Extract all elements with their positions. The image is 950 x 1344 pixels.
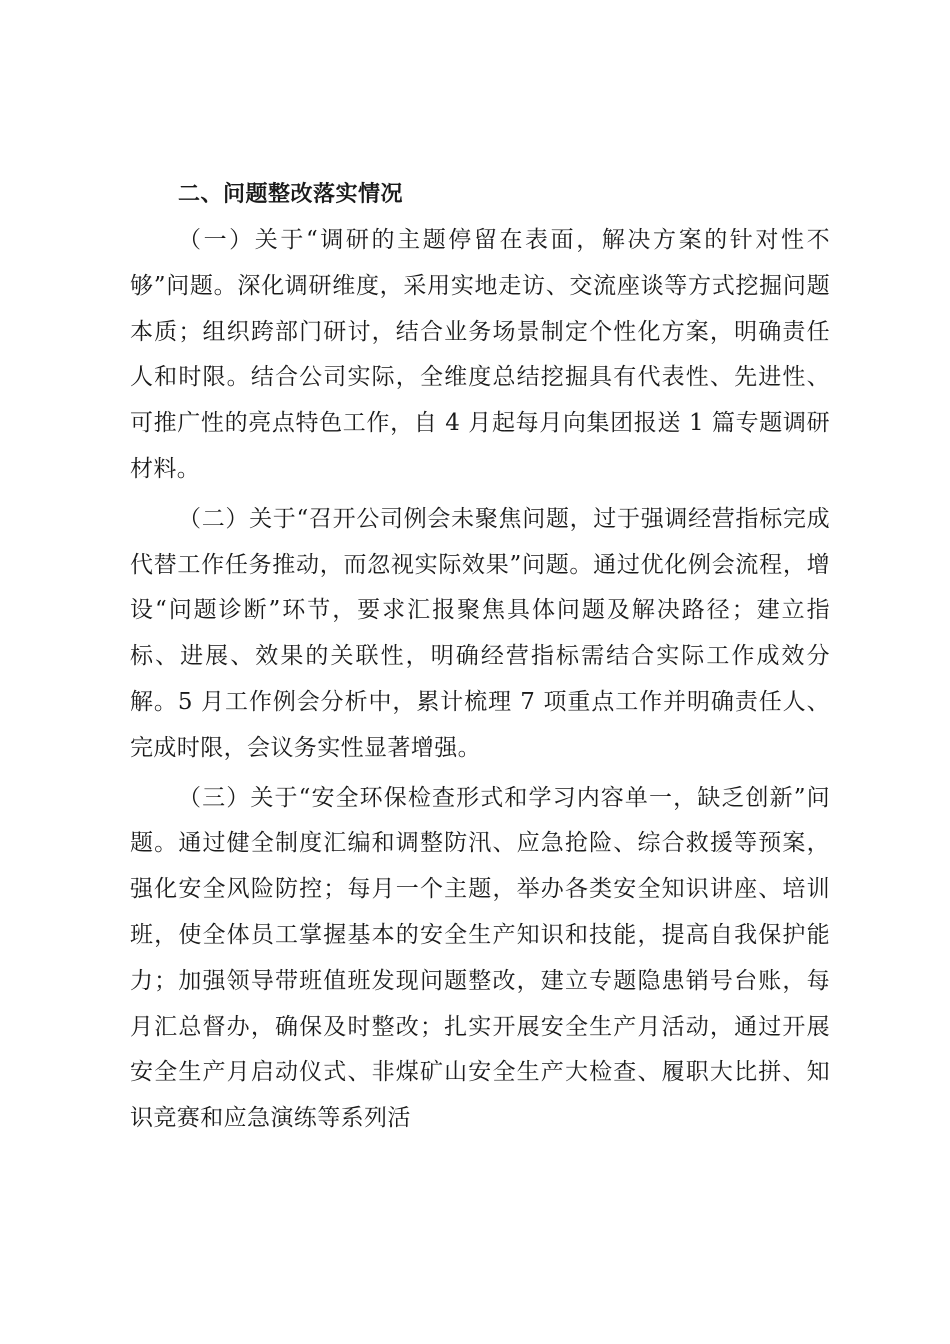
paragraph-2: （二）关于“召开公司例会未聚焦问题，过于强调经营指标完成代替工作任务推动，而忽视实际效果”问题。通过优化例会流程，增设“问题诊断”环节，要求汇报聚焦具体问题及解决路径；建立指标、进展、效果的关联性，明确经营指标需结合实际工作成效分解。5 月工作例会分析中，累计梳理 7 项重点工作并明确责任人、完成时限，会议务实性显著增强。: [130, 505, 830, 761]
document-body: [130, 172, 830, 1146]
section-heading: 二、问题整改落实情况: [178, 182, 404, 207]
paragraph-1: （一）关于“调研的主题停留在表面，解决方案的针对性不够”问题。深化调研维度，采用实地走访、交流座谈等方式挖掘问题本质；组织跨部门研讨，结合业务场景制定个性化方案，明确责任人和时限。结合公司实际，全维度总结挖掘具有代表性、先进性、可推广性的亮点特色工作，自 4 月起每月向集团报送 1 篇专题调研材料。: [130, 227, 830, 482]
paragraph-3: （三）关于“安全环保检查形式和学习内容单一，缺乏创新”问题。通过健全制度汇编和调整防汛、应急抢险、综合救援等预案，强化安全风险防控；每月一个主题，举办各类安全知识讲座、培训班，使全体员工掌握基本的安全生产知识和技能，提高自我保护能力；加强领导带班值班发现问题整改，建立专题隐患销号台账，每月汇总督办，确保及时整改；扎实开展安全生产月活动，通过开展安全生产月启动仪式、非煤矿山安全生产大检查、履职大比拼、知识竞赛和应急演练等系列活: [130, 784, 830, 1132]
